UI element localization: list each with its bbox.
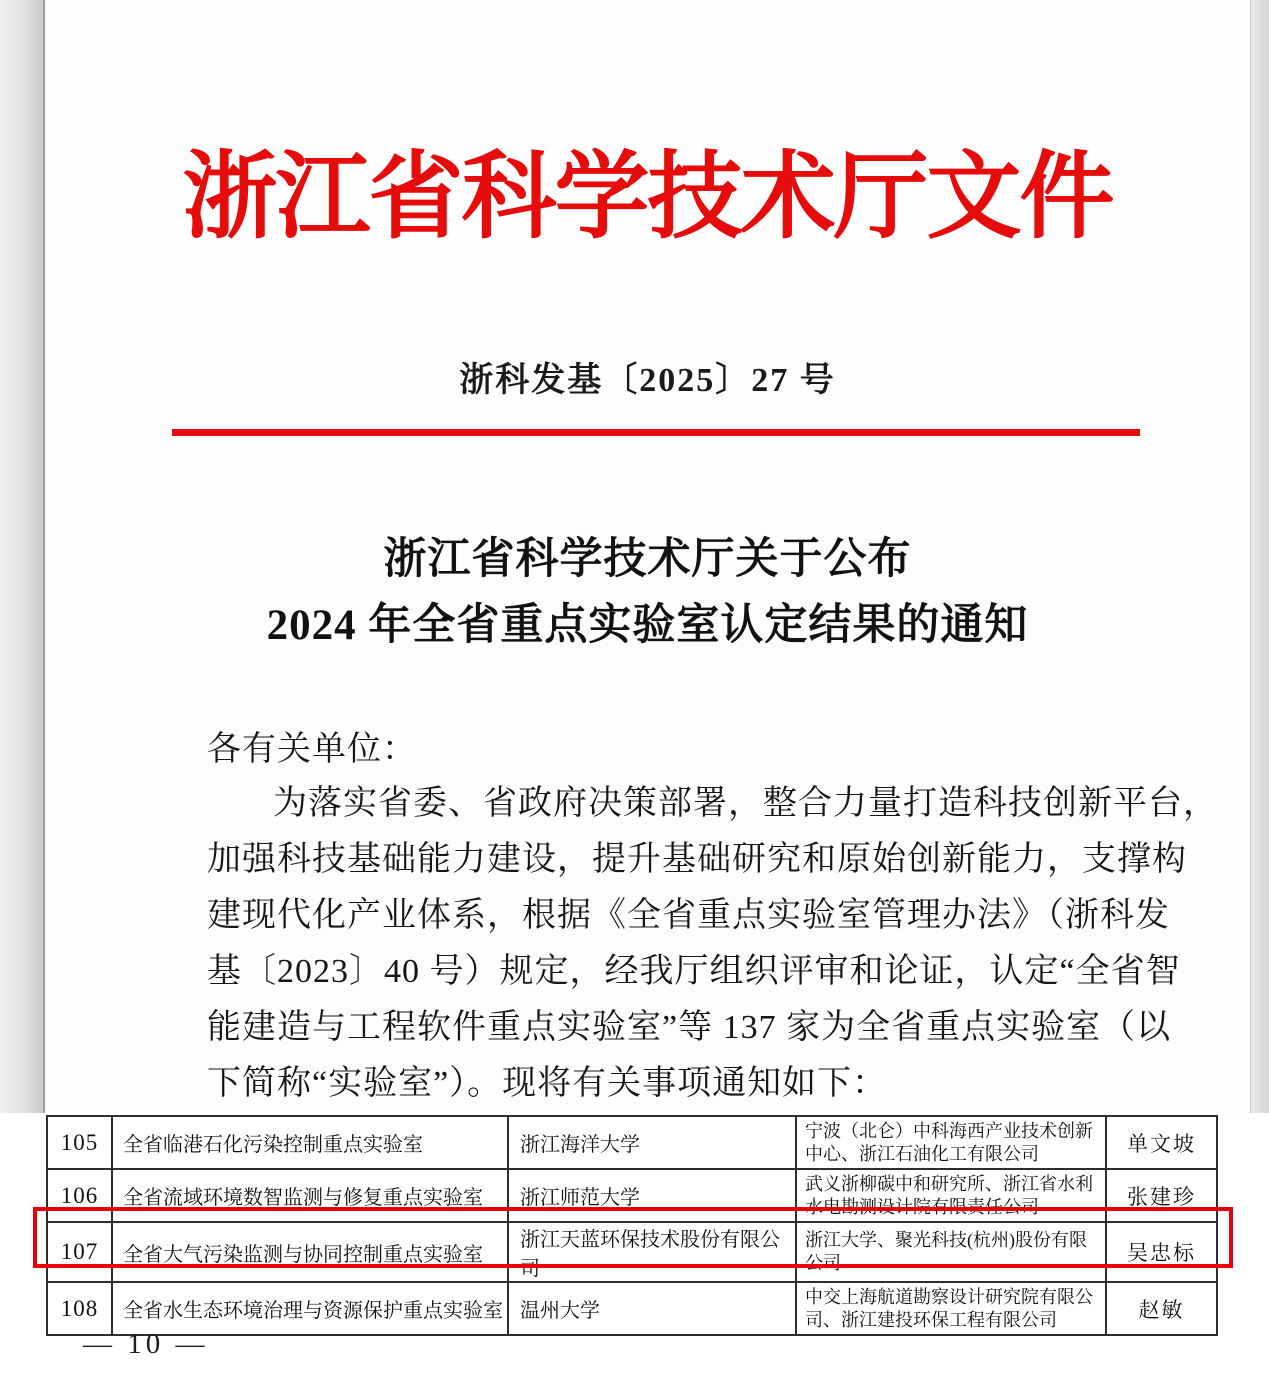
body-line: 能建造与工程软件重点实验室”等 137 家为全省重点实验室（以 bbox=[207, 1009, 1172, 1046]
lab-table-body bbox=[47, 1116, 1217, 1335]
cell-institution: 浙江海洋大学 bbox=[508, 1116, 796, 1169]
cell-lab-name: 全省流域环境数智监测与修复重点实验室 bbox=[112, 1169, 508, 1222]
table-row bbox=[47, 1116, 1217, 1169]
cell-partners: 浙江大学、聚光科技(杭州)股份有限公司 bbox=[796, 1222, 1106, 1282]
notice-title-line-1: 浙江省科学技术厅关于公布 bbox=[383, 536, 912, 583]
cell-institution: 浙江天蓝环保技术股份有限公司 bbox=[508, 1222, 796, 1282]
table-row bbox=[47, 1282, 1217, 1335]
scan-edge-left bbox=[0, 0, 45, 1113]
cell-director: 赵敏 bbox=[1106, 1282, 1217, 1335]
body-line: 加强科技基础能力建设，提升基础研究和原始创新能力，支撑构 bbox=[207, 841, 1187, 878]
body-line: 下简称“实验室”）。现将有关事项通知如下： bbox=[207, 1065, 888, 1102]
body-paragraph bbox=[207, 776, 1218, 1112]
cell-partners: 中交上海航道勘察设计研究院有限公司、浙江建投环保工程有限公司 bbox=[796, 1282, 1106, 1335]
cell-partners: 武义浙柳碳中和研究所、浙江省水利水电勘测设计院有限责任公司 bbox=[796, 1169, 1106, 1222]
notice-title bbox=[45, 527, 1250, 659]
key-lab-results-table bbox=[46, 1115, 1218, 1336]
cell-director: 单文坡 bbox=[1106, 1116, 1217, 1169]
body-line: 为落实省委、省政府决策部署，整合力量打造科技创新平台， bbox=[273, 785, 1218, 822]
document-number: 浙科发基〔2025〕27 号 bbox=[459, 362, 836, 399]
document-page bbox=[45, 0, 1250, 1113]
cell-row-number: 105 bbox=[47, 1116, 112, 1169]
red-divider-rule bbox=[172, 429, 1140, 436]
cell-institution: 温州大学 bbox=[508, 1282, 796, 1335]
cell-row-number: 107 bbox=[47, 1222, 112, 1282]
page-number: — 10 — bbox=[83, 1328, 209, 1360]
cell-row-number: 108 bbox=[47, 1282, 112, 1335]
cell-lab-name: 全省水生态环境治理与资源保护重点实验室 bbox=[112, 1282, 508, 1335]
body-line: 建现代化产业体系，根据《全省重点实验室管理办法》（浙科发 bbox=[207, 897, 1170, 934]
cell-institution: 浙江师范大学 bbox=[508, 1169, 796, 1222]
table-row bbox=[47, 1222, 1217, 1282]
notice-title-line-2: 2024 年全省重点实验室认定结果的通知 bbox=[266, 602, 1029, 649]
cell-director: 吴忠标 bbox=[1106, 1222, 1217, 1282]
scan-edge-right bbox=[1250, 0, 1269, 1113]
cell-lab-name: 全省临港石化污染控制重点实验室 bbox=[112, 1116, 508, 1169]
salutation: 各有关单位： bbox=[207, 731, 417, 768]
cell-lab-name: 全省大气污染监测与协同控制重点实验室 bbox=[112, 1222, 508, 1282]
cell-row-number: 106 bbox=[47, 1169, 112, 1222]
cell-director: 张建珍 bbox=[1106, 1169, 1217, 1222]
table-row bbox=[47, 1169, 1217, 1222]
cell-partners: 宁波（北仑）中科海西产业技术创新中心、浙江石油化工有限公司 bbox=[796, 1116, 1106, 1169]
document-header-title: 浙江省科学技术厅文件 bbox=[182, 144, 1113, 250]
body-line: 基〔2023〕40 号）规定，经我厅组织评审和论证，认定“全省智 bbox=[207, 953, 1181, 990]
